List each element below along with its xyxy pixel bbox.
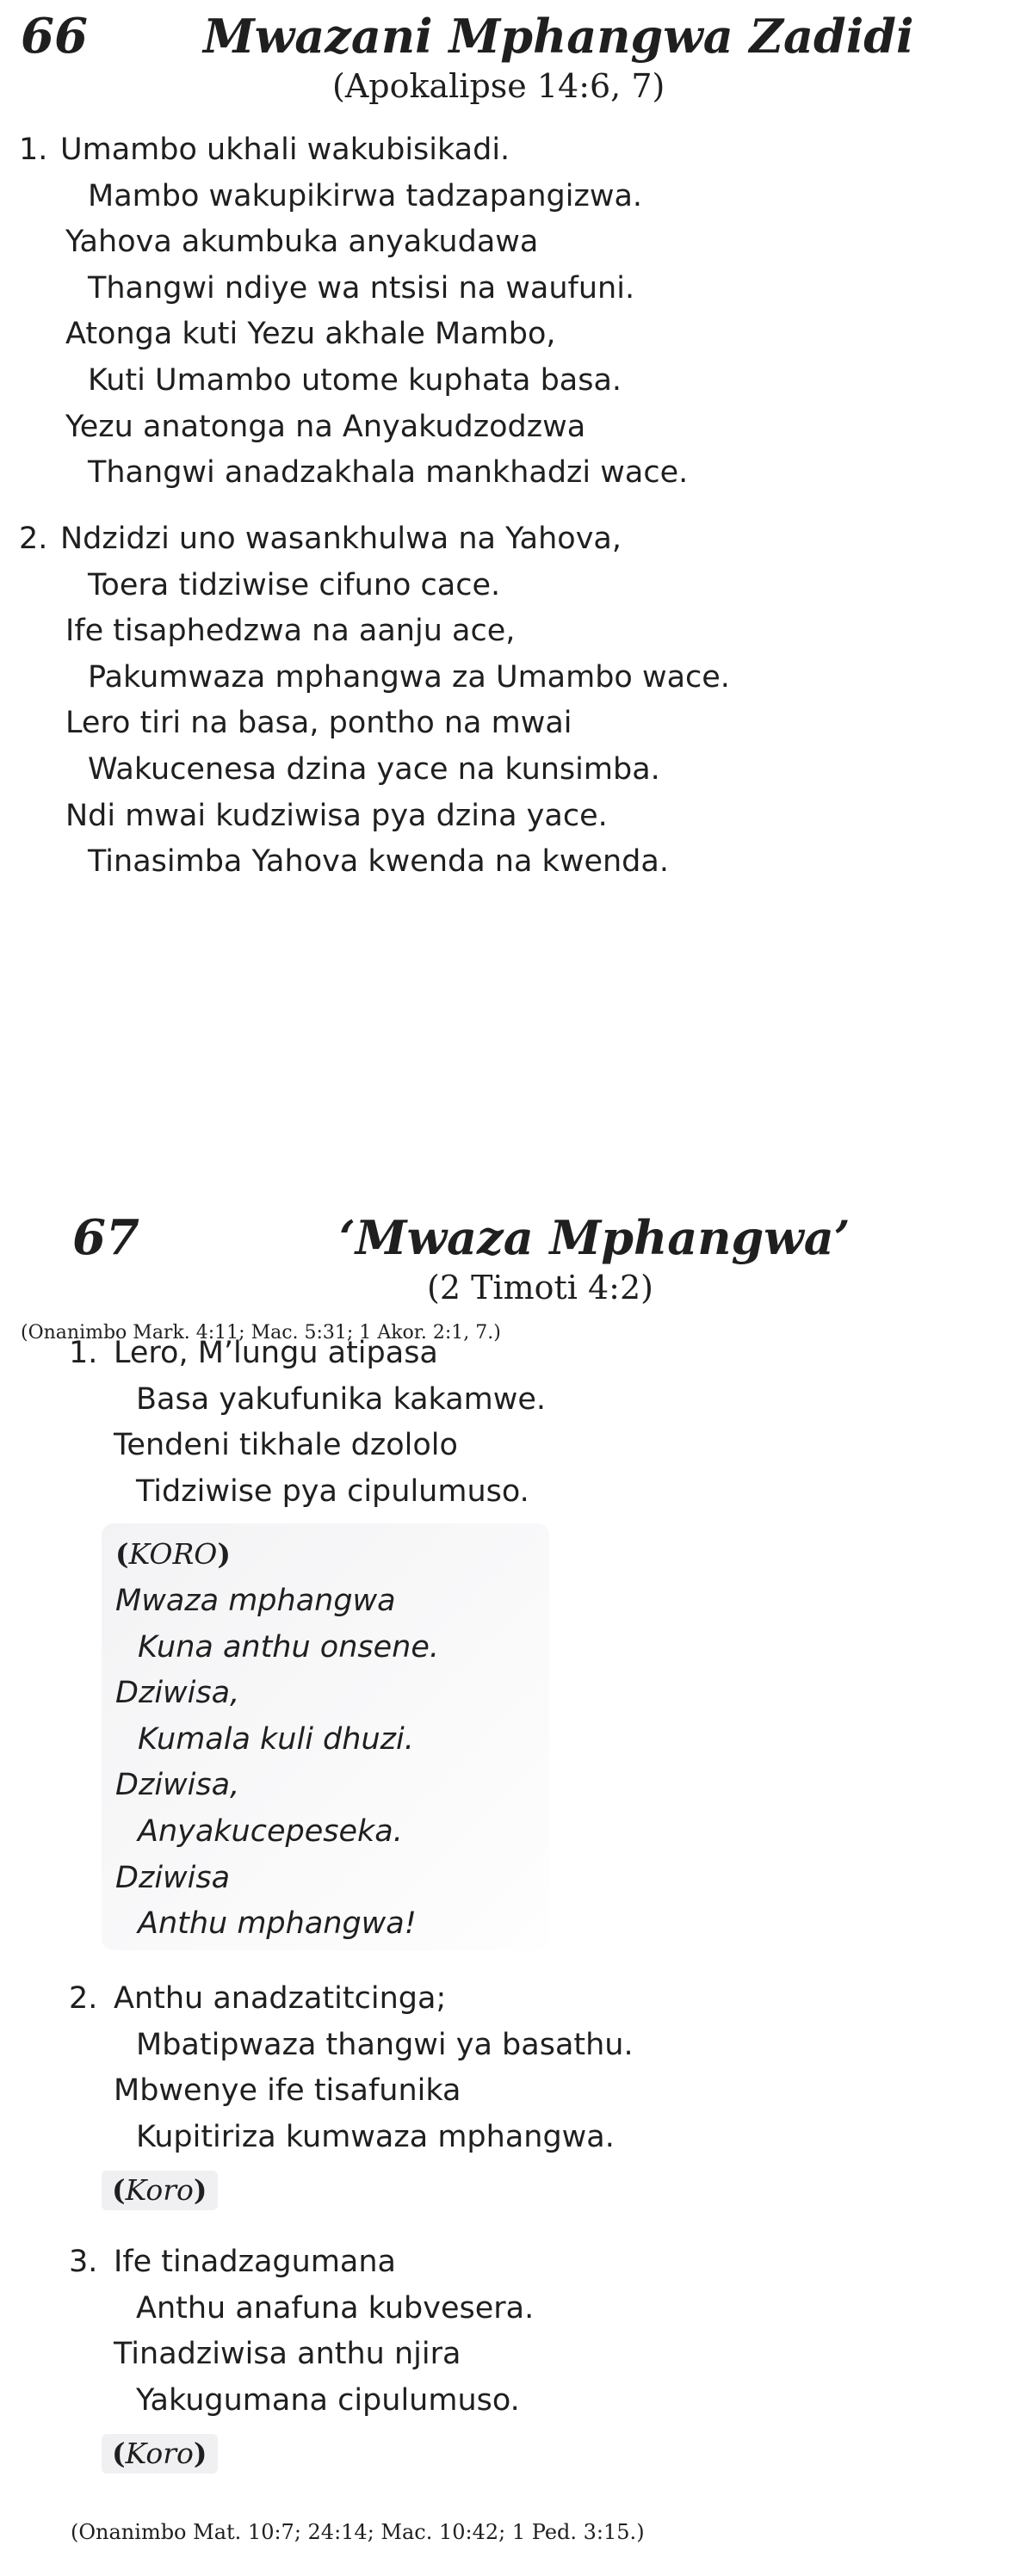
verse-line: Pakumwaza mphangwa za Umambo wace.: [88, 659, 730, 695]
verse-1: [114, 1331, 546, 1515]
chorus-box: [102, 1523, 549, 1950]
verse-line: Tinasimba Yahova kwenda na kwenda.: [88, 844, 669, 880]
verse-line: Mbatipwaza thangwi ya basathu.: [136, 2027, 634, 2062]
chorus-tag-open: (: [112, 2437, 126, 2470]
verse-3: [114, 2239, 534, 2424]
verse-number: 2.: [19, 522, 48, 556]
verse-2: [114, 1976, 634, 2160]
verse-number: 3.: [69, 2245, 98, 2279]
song-scripture-reference: (Apokalipse 14:6, 7): [332, 67, 665, 105]
chorus-tag-close: ): [193, 2173, 207, 2207]
chorus-line: Anthu mphangwa!: [138, 1906, 417, 1942]
verse-line: Yakugumana cipulumuso.: [136, 2382, 520, 2418]
verse-line: Ndi mwai kudziwisa pya dzina yace.: [65, 798, 608, 833]
verse-line: Lero, M’lungu atipasa: [114, 1336, 438, 1370]
chorus-heading-close: ): [217, 1537, 231, 1571]
verse-line: Tendeni tikhale dzololo: [114, 1428, 458, 1463]
verse-line: Ife tisaphedzwa na aanju ace,: [65, 614, 516, 649]
verse-line: Mbwenye ife tisafunika: [114, 2073, 461, 2109]
verse-line: Ife tinadzagumana: [114, 2245, 396, 2279]
verse-number: 1.: [69, 1336, 98, 1370]
chorus-repeat-tag: [102, 2434, 218, 2474]
chorus-heading-open: (: [115, 1537, 129, 1571]
verse-number: 1.: [19, 133, 48, 167]
chorus-tag-word: Koro: [125, 2437, 194, 2470]
verse-line: Umambo ukhali wakubisikadi.: [60, 133, 510, 167]
verse-line: Anthu anafuna kubvesera.: [136, 2290, 535, 2326]
song-title: ‘Mwaza Mphangwa’: [339, 1210, 851, 1265]
verse-line: Basa yakufunika kakamwe.: [136, 1381, 547, 1417]
chorus-line: Dziwisa,: [115, 1768, 240, 1803]
song-number: 66: [21, 8, 88, 65]
chorus-line: Mwaza mphangwa: [115, 1584, 396, 1618]
chorus-tag-open: (: [112, 2173, 126, 2207]
song-title: Mwazani Mphangwa Zadidi: [203, 9, 914, 64]
chorus-line: Dziwisa,: [115, 1676, 240, 1711]
verse-line: Tidziwise pya cipulumuso.: [136, 1473, 529, 1509]
verse-line: Wakucenesa dzina yace na kunsimba.: [88, 751, 660, 787]
cross-reference-note: (Onanimbo Mark. 4:11; Mac. 5:31; 1 Akor. 2:1, 7.): [21, 1322, 501, 1344]
verse-2: [60, 516, 730, 886]
verse-1: [60, 127, 689, 497]
chorus-line: Dziwisa: [115, 1860, 231, 1895]
chorus-tag-close: ): [193, 2437, 207, 2470]
song-scripture-reference: (2 Timoti 4:2): [427, 1269, 653, 1307]
verse-line: Ndzidzi uno wasankhulwa na Yahova,: [60, 522, 622, 556]
verse-line: Thangwi ndiye wa ntsisi na waufuni.: [88, 270, 635, 306]
chorus-heading-word: KORO: [128, 1537, 218, 1571]
chorus-heading: [115, 1535, 231, 1573]
verse-line: Yezu anatonga na Anyakudzodzwa: [65, 409, 586, 444]
verse-number: 2.: [69, 1981, 98, 2016]
chorus-line: Kumala kuli dhuzi.: [138, 1721, 414, 1757]
verse-line: Anthu anadzatitcinga;: [114, 1981, 447, 2016]
chorus-repeat-tag: [102, 2171, 218, 2210]
verse-line: Atonga kuti Yezu akhale Mambo,: [65, 317, 556, 352]
cross-reference-note: (Onanimbo Mat. 10:7; 24:14; Mac. 10:42; 1 Ped. 3:15.): [71, 2520, 645, 2544]
chorus-lines: [115, 1578, 439, 1948]
chorus-line: Anyakucepeseka.: [138, 1813, 403, 1849]
verse-line: Thangwi anadzakhala mankhadzi wace.: [88, 455, 689, 491]
verse-line: Mambo wakupikirwa tadzapangizwa.: [88, 178, 643, 213]
verse-line: Kupitiriza kumwaza mphangwa.: [136, 2119, 615, 2154]
verse-line: Tinadziwisa anthu njira: [114, 2337, 461, 2372]
verse-line: Yahova akumbuka anyakudawa: [65, 225, 539, 260]
chorus-tag-word: Koro: [125, 2173, 194, 2207]
verse-line: Toera tidziwise cifuno cace.: [88, 567, 501, 602]
song-number: 67: [72, 1209, 139, 1266]
verse-line: Kuti Umambo utome kuphata basa.: [88, 362, 622, 398]
chorus-line: Kuna anthu onsene.: [138, 1629, 439, 1665]
verse-line: Lero tiri na basa, pontho na mwai: [65, 706, 572, 741]
